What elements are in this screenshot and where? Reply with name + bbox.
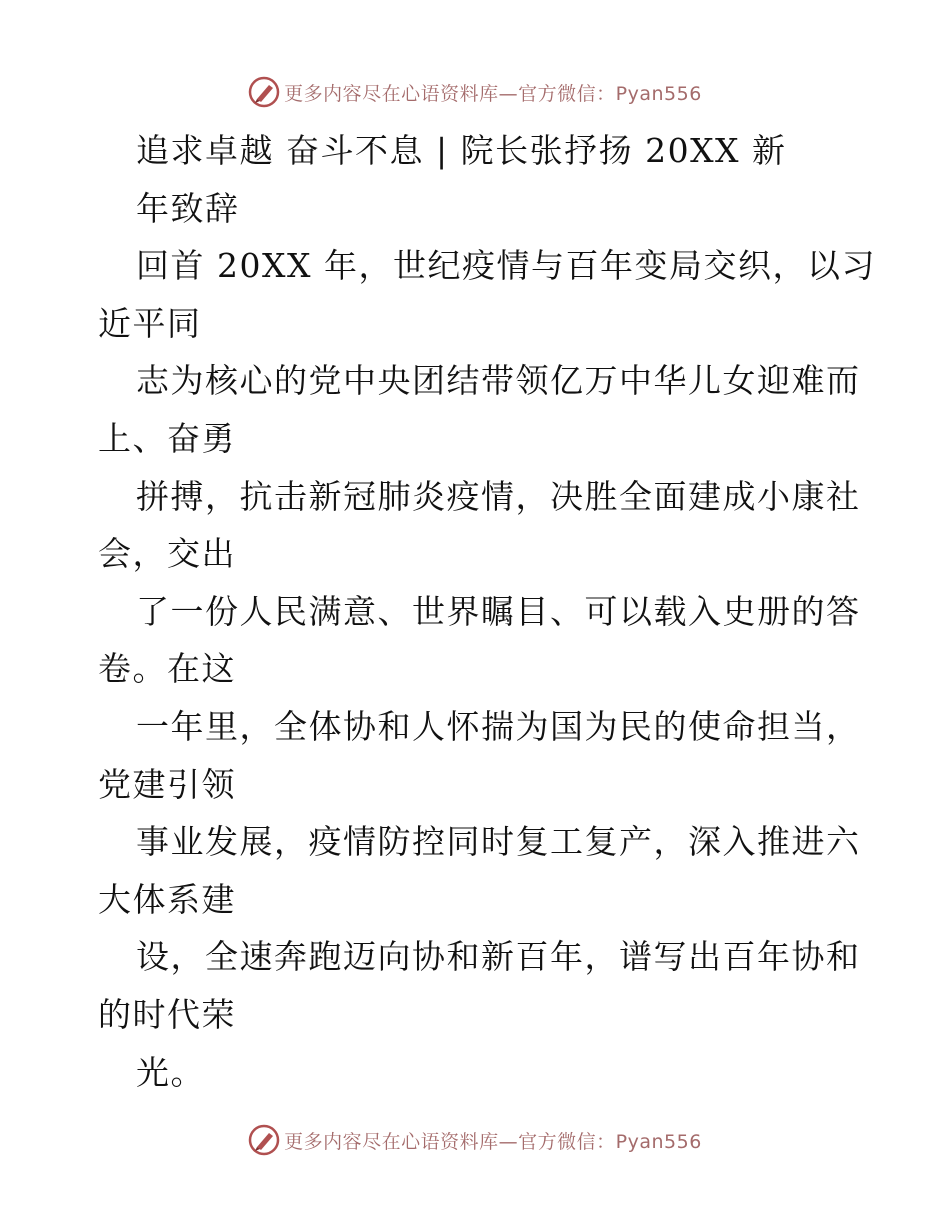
paragraph-line: 的时代荣 — [98, 994, 236, 1034]
paragraph-line: 事业发展，疫情防控同时复工复产，深入推进六 — [136, 822, 861, 862]
paragraph-line: 近平同 — [98, 303, 202, 343]
paragraph-line: 大体系建 — [98, 879, 236, 919]
pen-logo-icon — [248, 1124, 280, 1156]
paragraph-line: 一年里，全体协和人怀揣为国为民的使命担当， — [136, 706, 861, 746]
paragraph-line: 会，交出 — [98, 534, 236, 574]
paragraph-line: 了一份人民满意、世界瞩目、可以载入史册的答 — [136, 591, 861, 631]
title-line-1: 追求卓越 奋斗不息 | 院长张抒扬 20XX 新 — [136, 131, 787, 170]
paragraph-line: 光。 — [136, 1052, 205, 1092]
header-watermark-banner — [0, 72, 950, 112]
header-banner-text: 更多内容尽在心语资料库—官方微信：Pyan556 — [284, 82, 702, 105]
paragraph-line: 卷。在这 — [98, 649, 236, 689]
footer-banner-text: 更多内容尽在心语资料库—官方微信：Pyan556 — [284, 1130, 702, 1153]
footer-watermark-banner — [0, 1120, 950, 1160]
document-body — [98, 122, 876, 1101]
paragraph-line: 拼搏，抗击新冠肺炎疫情，决胜全面建成小康社 — [136, 476, 861, 516]
paragraph-line: 上、奋勇 — [98, 418, 236, 458]
paragraph-line: 回首 20XX 年，世纪疫情与百年变局交织，以习 — [136, 246, 876, 286]
paragraph-line: 设，全速奔跑迈向协和新百年，谱写出百年协和 — [136, 937, 861, 977]
paragraph-line: 志为核心的党中央团结带领亿万中华儿女迎难而 — [136, 361, 861, 401]
paragraph-line: 党建引领 — [98, 764, 236, 804]
title-line-2: 年致辞 — [136, 188, 240, 228]
pen-logo-icon — [248, 76, 280, 108]
